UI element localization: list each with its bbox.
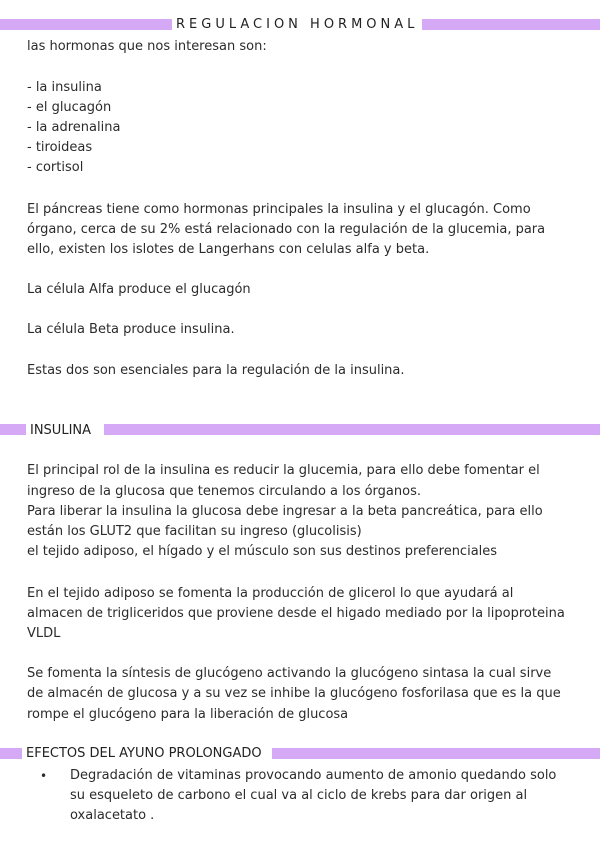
section-heading-insulina: INSULINA xyxy=(27,423,94,439)
text-line: Para liberar la insulina la glucosa debe ingresar a la beta pancreática, para ello xyxy=(27,504,543,519)
text-line: órgano, cerca de su 2% está relacionado con la regulación de la glucemia, para xyxy=(27,222,546,237)
page-title: REGULACION HORMONAL xyxy=(173,17,421,33)
text-line: El páncreas tiene como hormonas principales la insulina y el glucagón. Como xyxy=(27,202,531,217)
list-item: Degradación de vitaminas provocando aumento de amonio quedando solo xyxy=(70,768,557,783)
text-line: ello, existen los islotes de Langerhans con celulas alfa y beta. xyxy=(27,242,430,257)
text-line: La célula Alfa produce el glucagón xyxy=(27,282,251,297)
list-item: oxalacetato . xyxy=(70,808,155,823)
text-line: las hormonas que nos interesan son: xyxy=(27,39,267,54)
text-line: El principal rol de la insulina es reducir la glucemia, para ello debe fomentar el xyxy=(27,463,540,478)
header-bar-right xyxy=(422,19,600,30)
text-line: ingreso de la glucosa que tenemos circulando a los órganos. xyxy=(27,484,421,499)
section-bar-right xyxy=(104,424,600,435)
bullet-icon: • xyxy=(40,769,48,783)
text-line: rompe el glucógeno para la liberación de glucosa xyxy=(27,707,349,722)
text-line: En el tejido adiposo se fomenta la producción de glicerol lo que ayudará al xyxy=(27,586,514,601)
text-line: Se fomenta la síntesis de glucógeno activando la glucógeno sintasa la cual sirve xyxy=(27,666,552,681)
section-bar-left xyxy=(0,748,22,759)
list-item: - la adrenalina xyxy=(27,120,121,135)
list-item: su esqueleto de carbono el cual va al ciclo de krebs para dar origen al xyxy=(70,788,528,803)
text-line: La célula Beta produce insulina. xyxy=(27,322,235,337)
text-line: están los GLUT2 que facilitan su ingreso (glucolisis) xyxy=(27,524,362,539)
text-line: de almacén de glucosa y a su vez se inhibe la glucógeno fosforilasa que es la que xyxy=(27,686,561,701)
list-item: - el glucagón xyxy=(27,100,112,115)
section-bar-left xyxy=(0,424,26,435)
list-item: - tiroideas xyxy=(27,140,93,155)
header-bar-left xyxy=(0,19,172,30)
text-line: almacen de trigliceridos que proviene desde el higado mediado por la lipoproteina xyxy=(27,606,565,621)
text-line: VLDL xyxy=(27,626,61,641)
text-line: Estas dos son esenciales para la regulación de la insulina. xyxy=(27,363,405,378)
section-bar-right xyxy=(272,748,600,759)
text-line: el tejido adiposo, el hígado y el músculo son sus destinos preferenciales xyxy=(27,544,498,559)
list-item: - la insulina xyxy=(27,80,102,95)
section-heading-ayuno: EFECTOS DEL AYUNO PROLONGADO xyxy=(23,746,265,762)
list-item: - cortisol xyxy=(27,160,84,175)
